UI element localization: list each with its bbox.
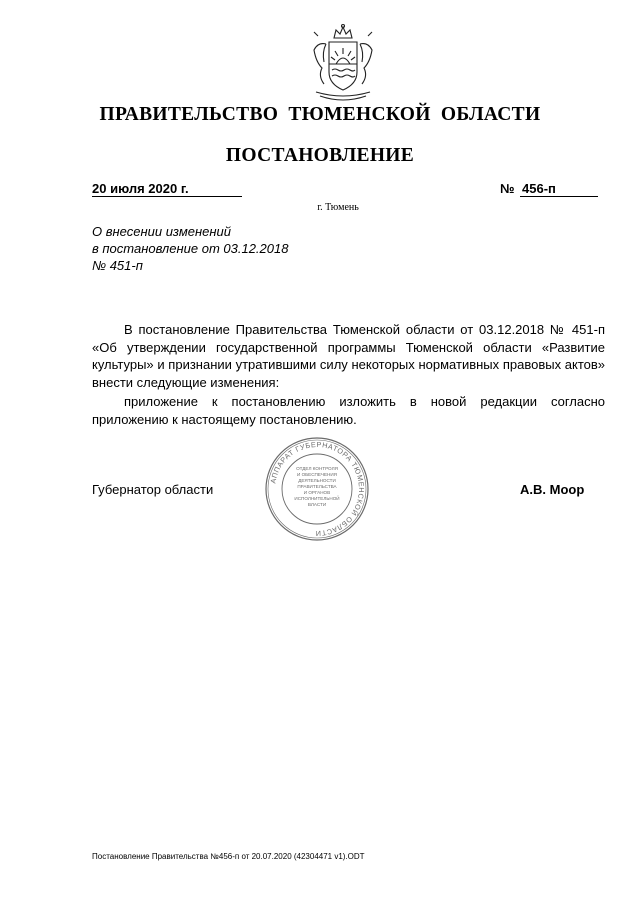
svg-text:И ОРГАНОВ: И ОРГАНОВ (303, 490, 331, 495)
document-date: 20 июля 2020 г. (92, 181, 189, 196)
city-label: г. Тюмень (317, 202, 359, 213)
subject-line: в постановление от 03.12.2018 (92, 241, 289, 256)
svg-text:ПРАВИТЕЛЬСТВА: ПРАВИТЕЛЬСТВА (297, 484, 337, 489)
footer-file-reference: Постановление Правительства №456-п от 20.07.2020 (42304471 v1).ODT (92, 852, 365, 861)
svg-text:ДЕЯТЕЛЬНОСТИ: ДЕЯТЕЛЬНОСТИ (298, 478, 336, 483)
number-sign: № (500, 181, 515, 196)
document-type-title: ПОСТАНОВЛЕНИЕ (225, 145, 415, 166)
subject-line: О внесении изменений (92, 224, 231, 239)
number-underline (520, 196, 598, 197)
svg-text:ИСПОЛНИТЕЛЬНОЙ: ИСПОЛНИТЕЛЬНОЙ (294, 496, 340, 501)
date-underline (92, 196, 242, 197)
body-paragraph: В постановление Правительства Тюменской области от 03.12.2018 № 451-п «Об утверждении государственной программы Тюменской области «Развитие культуры» и признании утратившими силу некоторых нормативных правовых актов» внести следующие изменения: (92, 322, 605, 390)
svg-text:ОТДЕЛ КОНТРОЛЯ: ОТДЕЛ КОНТРОЛЯ (296, 466, 338, 471)
svg-text:АППАРАТ ГУБЕРНАТОРА ТЮМЕНСКОЙ: АППАРАТ ГУБЕРНАТОРА ТЮМЕНСКОЙ ОБЛАСТИ (268, 439, 367, 539)
document-number: 456-п (522, 181, 556, 196)
government-title: ПРАВИТЕЛЬСТВО ТЮМЕНСКОЙ ОБЛАСТИ (99, 104, 541, 125)
subject-line: № 451-п (92, 258, 143, 273)
svg-text:И ОБЕСПЕЧЕНИЯ: И ОБЕСПЕЧЕНИЯ (297, 472, 337, 477)
signatory-name: А.В. Моор (520, 482, 585, 497)
coat-of-arms-icon (300, 22, 386, 108)
signatory-title: Губернатор области (92, 482, 214, 497)
body-paragraph: приложение к постановлению изложить в новой редакции согласно приложению к настоящему постановлению. (92, 394, 605, 427)
svg-text:ВЛАСТИ: ВЛАСТИ (307, 502, 327, 507)
official-stamp-icon (264, 436, 370, 542)
